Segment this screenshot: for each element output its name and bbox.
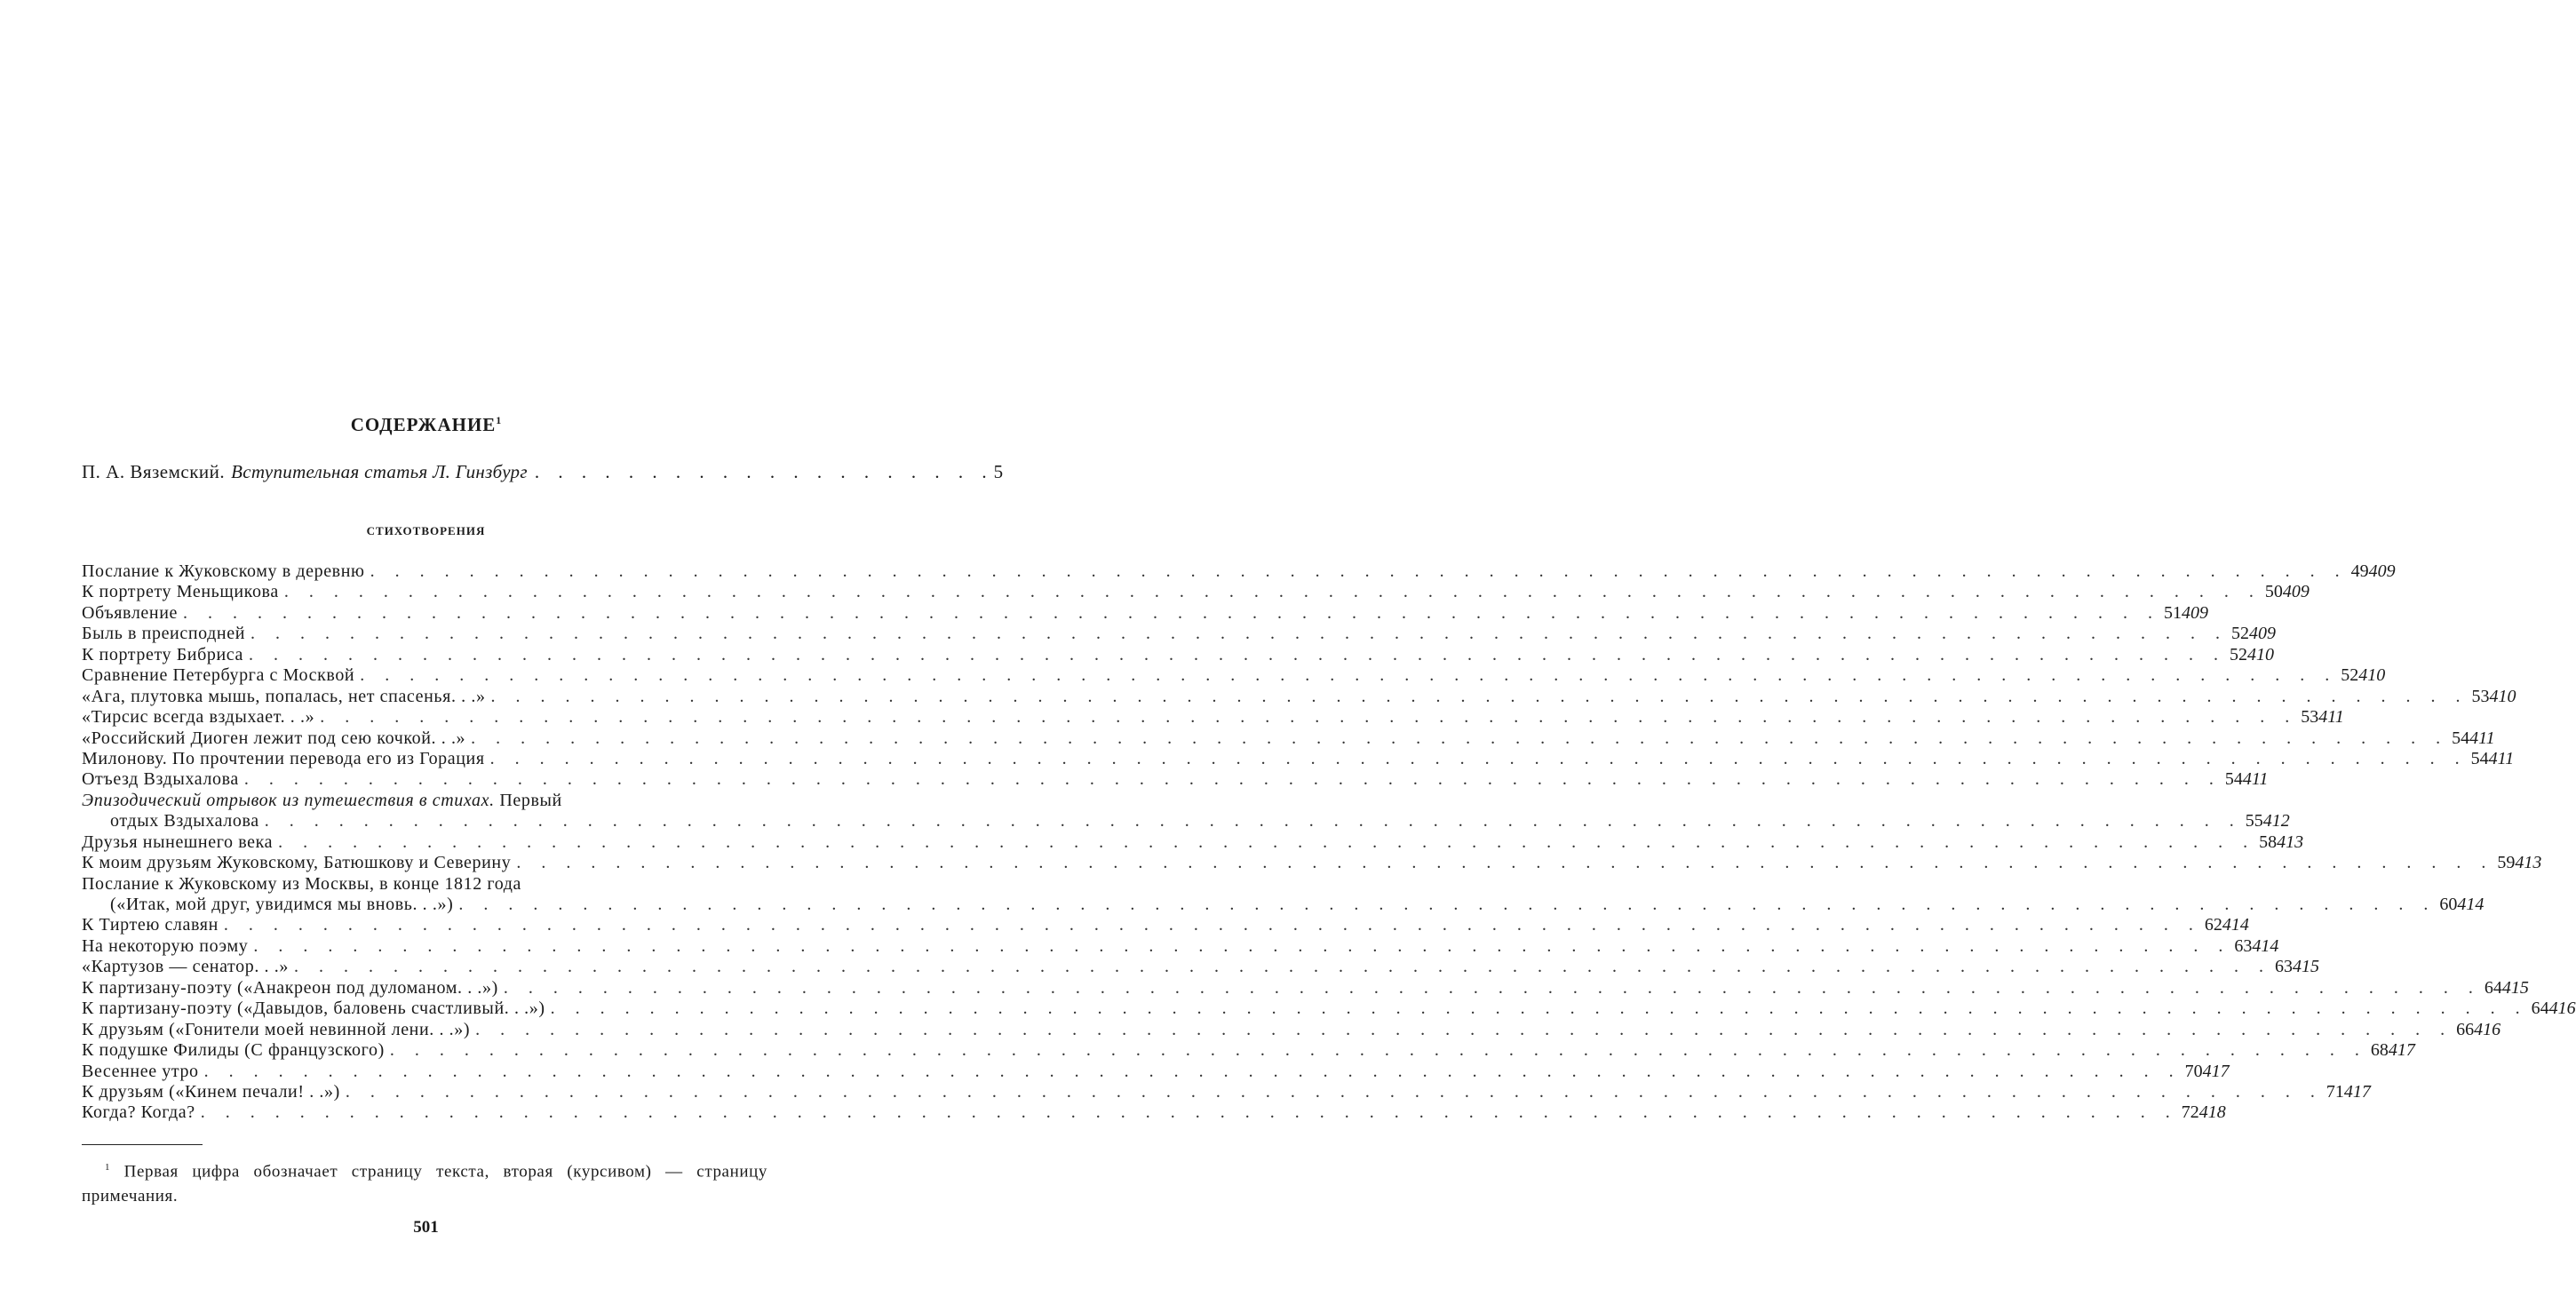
toc-entry-title: Послание к Жуковскому в деревню (82, 561, 365, 581)
toc-text-page: 50 (2264, 582, 2283, 602)
toc-note-page: 411 (2318, 707, 2344, 728)
dot-leader: . . . . . . . . . . . . . . . . . . . . . . . . . . . . . . . . . . . . . . . . . . . . . . . . . . . . . . . . . . . . . . . . . . . . . . . . . . . . . . . . (389, 1040, 2367, 1061)
toc-text-page: 72 (2181, 1102, 2199, 1123)
toc-note-page: 410 (2358, 665, 2386, 686)
toc-row (82, 602, 2208, 624)
toc-list (82, 561, 2576, 1124)
toc-entry-title: К партизану-поэту («Давыдов, баловень счастливый. . .») (82, 999, 545, 1019)
toc-text-page: 68 (2370, 1040, 2389, 1061)
toc-note-page: 417 (2202, 1061, 2230, 1081)
toc-row (82, 582, 2310, 602)
page-title: СОДЕРЖАНИЕ$^1$ (350, 414, 502, 435)
toc-note-page: 414 (2457, 895, 2485, 914)
dot-leader: . . . . . . . . . . . . . . . . . . . . . . . . . . . . . . . . . . . . . . . . . . . . . . . . . . . . . . . . . . . . . . . . . . . . . . . . . . . . . . . . (516, 853, 2494, 873)
toc-row (82, 728, 2495, 749)
toc-row (82, 977, 2529, 999)
footnote-marker: 1 (496, 414, 502, 426)
toc-note-page: 411 (2242, 769, 2269, 790)
toc-note-page: 410 (2489, 686, 2516, 706)
dot-leader: . . . . . . . . . . . . . . . . . . . . . . . . . . . . . . . . . . . . . . . . . . . . . . . . . . . . . . . . . . . . . . . . . . . . . . . . . . . . . . . . (223, 915, 2201, 935)
intro-page: 5 (993, 461, 1004, 482)
toc-entry-title: К Тиртею славян (82, 915, 219, 935)
toc-row (82, 1040, 2415, 1061)
toc-text-page: 64 (2484, 977, 2502, 998)
toc-entry-title: Быль в преисподней (82, 624, 246, 644)
dot-leader: . . . . . . . . . . . . . . . . . . . . . . . . . . . . . . . . . . . . . . . . . . . . . . . . . . . . . . . . . . . . . . . . . . . . . . . . . . . . . . . . (283, 582, 2262, 602)
toc-text-page: 63 (2234, 935, 2253, 956)
toc-row (82, 1061, 2230, 1082)
toc-entry-title: Сравнение Петербурга с Москвой (82, 665, 355, 686)
toc-note-page: 409 (2368, 561, 2396, 581)
toc-row (82, 811, 2290, 832)
dot-leader: . . . . . . . . . . . . . . . . . . . . . . . . . . . . . . . . . . . . . . . . . . . . . . . . . . . . . . . . . . . . . . . . . . . . . . . . . . . . . . . . (278, 832, 2256, 852)
toc-row (82, 686, 2516, 707)
toc-note-page: 409 (2249, 624, 2277, 644)
toc-note-page: 412 (2262, 811, 2290, 832)
toc-note-page: 418 (2198, 1102, 2226, 1123)
toc-row (82, 874, 767, 895)
toc-text-page: 64 (2531, 999, 2549, 1019)
toc-text-page: 54 (2452, 728, 2470, 748)
toc-note-page: 416 (2474, 1019, 2501, 1039)
toc-entry-title: Отъезд Вздыхалова (82, 769, 239, 790)
intro-title: Вступительная статья Л. Гинзбург (231, 461, 528, 482)
toc-text-page: 53 (2471, 686, 2490, 706)
toc-note-page: 416 (2548, 999, 2576, 1019)
toc-row (82, 915, 2249, 935)
section-title: СТИХОТВОРЕНИЯ (366, 524, 486, 537)
toc-row (82, 748, 2515, 769)
dot-leader: . . . . . . . . . . . . . . . . . . . . (534, 461, 994, 482)
toc-row (82, 895, 2485, 915)
toc-row (82, 644, 2274, 665)
toc-entry-title (82, 791, 562, 811)
intro-author: П. А. Вяземский. (82, 461, 226, 482)
toc-entry-title: «Картузов — сенатор. . .» (82, 957, 289, 977)
toc-entry-title: К моим друзьям Жуковскому, Батюшкову и Северину (82, 853, 512, 873)
footnote-text: Первая цифра обозначает страницу текста, вторая (курсивом) — страницу примечания. (82, 1162, 767, 1206)
dot-leader: . . . . . . . . . . . . . . . . . . . . . . . . . . . . . . . . . . . . . . . . . . . . . . . . . . . . . . . . . . . . . . . . . . . . . . . . . . . . . . . . (345, 1081, 2323, 1102)
toc-text-page: 52 (2231, 624, 2250, 644)
dot-leader: . . . . . . . . . . . . . . . . . . . . . . . . . . . . . . . . . . . . . . . . . . . . . . . . . . . . . . . . . . . . . . . . . . . . . . . . . . . . . . . . (182, 602, 2160, 623)
toc-note-page: 415 (2501, 977, 2529, 998)
dot-leader: . . . . . . . . . . . . . . . . . . . . . . . . . . . . . . . . . . . . . . . . . . . . . . . . . . . . . . . . . . . . . . . . . . . . . . . . . . . . . . . . (200, 1102, 2178, 1123)
toc-text-page: 66 (2456, 1019, 2475, 1039)
intro-entry (82, 461, 1004, 483)
toc-text-page: 63 (2274, 957, 2293, 977)
dot-leader: . . . . . . . . . . . . . . . . . . . . . . . . . . . . . . . . . . . . . . . . . . . . . . . . . . . . . . . . . . . . . . . . . . . . . . . . . . . . . . . . (370, 561, 2348, 581)
toc-text-page: 53 (2301, 707, 2319, 728)
toc-text-page: 54 (2470, 748, 2489, 768)
toc-row (82, 957, 2319, 977)
toc-text-page: 51 (2163, 602, 2182, 623)
toc-note-page: 410 (2246, 644, 2274, 664)
toc-entry-title: «Российский Диоген лежит под сею кочкой. . .» (82, 728, 466, 748)
toc-entry-title: К партизану-поэту («Анакреон под дуломаном. . .») (82, 977, 498, 998)
page-number: 501 (413, 1218, 439, 1237)
toc-text-page: 60 (2439, 895, 2458, 914)
toc-text-page: 62 (2204, 915, 2222, 935)
toc-row (82, 1019, 2501, 1040)
toc-note-page: 409 (2181, 602, 2208, 623)
toc-entry-title: К друзьям («Гонители моей невинной лени. . .») (82, 1019, 471, 1039)
dot-leader: . . . . . . . . . . . . . . . . . . . . . . . . . . . . . . . . . . . . . . . . . . . . . . . . . . . . . . . . . . . . . . . . . . . . . . . . . . . . . . . . (475, 1019, 2453, 1039)
toc-note-page: 411 (2488, 748, 2515, 768)
toc-entry-title: («Итак, мой друг, увидимся мы вновь. . .») (110, 895, 454, 914)
toc-text-page: 70 (2184, 1061, 2203, 1081)
toc-row (82, 707, 2344, 728)
toc-note-page: 415 (2292, 957, 2319, 977)
toc-entry-title: отдых Вздыхалова (110, 811, 259, 832)
toc-note-page: 417 (2343, 1081, 2371, 1102)
toc-entry-title: К портрету Меньщикова (82, 582, 279, 602)
dot-leader: . . . . . . . . . . . . . . . . . . . . . . . . . . . . . . . . . . . . . . . . . . . . . . . . . . . . . . . . . . . . . . . . . . . . . . . . . . . . . . . . (250, 624, 2229, 644)
toc-entry-title: Милонову. По прочтении перевода его из Горация (82, 748, 485, 768)
toc-note-page: 414 (2252, 935, 2279, 956)
toc-text-page: 55 (2245, 811, 2263, 832)
toc-entry-title: Объявление (82, 602, 178, 623)
toc-row (82, 1102, 2226, 1123)
toc-note-page: 413 (2515, 853, 2542, 873)
toc-entry-title: К портрету Бибриса (82, 644, 243, 664)
dot-leader: . . . . . . . . . . . . . . . . . . . . . . . . . . . . . . . . . . . . . . . . . . . . . . . . . . . . . . . . . . . . . . . . . . . . . . . . . . . . . . . . (503, 977, 2481, 998)
toc-text-page: 54 (2224, 769, 2243, 790)
toc-entry-title: К друзьям («Кинем печали! . .») (82, 1081, 340, 1102)
toc-entry-title-rest: Первый (499, 790, 562, 810)
dot-leader: . . . . . . . . . . . . . . . . . . . . . . . . . . . . . . . . . . . . . . . . . . . . . . . . . . . . . . . . . . . . . . . . . . . . . . . . . . . . . . . . (320, 707, 2298, 728)
toc-row (82, 999, 2576, 1019)
toc-note-page: 414 (2222, 915, 2249, 935)
toc-entry-title: Друзья нынешнего века (82, 832, 274, 852)
toc-text-page: 71 (2326, 1081, 2344, 1102)
dot-leader: . . . . . . . . . . . . . . . . . . . . . . . . . . . . . . . . . . . . . . . . . . . . . . . . . . . . . . . . . . . . . . . . . . . . . . . . . . . . . . . . (458, 895, 2437, 914)
footnote-divider (82, 1144, 203, 1145)
toc-note-page: 411 (2469, 728, 2495, 748)
toc-entry-title: Когда? Когда? (82, 1102, 195, 1123)
dot-leader: . . . . . . . . . . . . . . . . . . . . . . . . . . . . . . . . . . . . . . . . . . . . . . . . . . . . . . . . . . . . . . . . . . . . . . . . . . . . . . . . (253, 935, 2231, 956)
toc-note-page: 417 (2388, 1040, 2415, 1061)
toc-row (82, 561, 2396, 582)
toc-entry-title: «Ага, плутовка мышь, попалась, нет спасенья. . .» (82, 686, 486, 706)
toc-note-page: 409 (2282, 582, 2310, 602)
toc-entry-title: «Тирсис всегда вздыхает. . .» (82, 707, 315, 728)
toc-entry-title: К подушке Филиды (С французского) (82, 1040, 385, 1061)
dot-leader: . . . . . . . . . . . . . . . . . . . . . . . . . . . . . . . . . . . . . . . . . . . . . . . . . . . . . . . . . . . . . . . . . . . . . . . . . . . . . . . . (490, 686, 2469, 706)
toc-row (82, 665, 2386, 686)
toc-row (82, 853, 2542, 873)
toc-entry-title: Весеннее утро (82, 1061, 199, 1081)
toc-text-page: 49 (2350, 561, 2369, 581)
dot-leader: . . . . . . . . . . . . . . . . . . . . . . . . . . . . . . . . . . . . . . . . . . . . . . . . . . . . . . . . . . . . . . . . . . . . . . . . . . . . . . . . (203, 1061, 2182, 1081)
toc-note-page: 413 (2277, 832, 2304, 852)
dot-leader: . . . . . . . . . . . . . . . . . . . . . . . . . . . . . . . . . . . . . . . . . . . . . . . . . . . . . . . . . . . . . . . . . . . . . . . . . . . . . . . . (293, 957, 2271, 977)
toc-entry-italic-title: Эпизодический отрывок из путешествия в стихах. (82, 790, 495, 810)
dot-leader: . . . . . . . . . . . . . . . . . . . . . . . . . . . . . . . . . . . . . . . . . . . . . . . . . . . . . . . . . . . . . . . . . . . . . . . . . . . . . . . . (360, 665, 2338, 686)
toc-text-page: 59 (2497, 853, 2516, 873)
toc-row (82, 1081, 2371, 1102)
dot-leader: . . . . . . . . . . . . . . . . . . . . . . . . . . . . . . . . . . . . . . . . . . . . . . . . . . . . . . . . . . . . . . . . . . . . . . . . . . . . . . . . (264, 811, 2242, 832)
dot-leader: . . . . . . . . . . . . . . . . . . . . . . . . . . . . . . . . . . . . . . . . . . . . . . . . . . . . . . . . . . . . . . . . . . . . . . . . . . . . . . . . (248, 644, 2226, 664)
toc-row (82, 769, 2269, 790)
toc-text-page: 58 (2259, 832, 2278, 852)
dot-leader: . . . . . . . . . . . . . . . . . . . . . . . . . . . . . . . . . . . . . . . . . . . . . . . . . . . . . . . . . . . . . . . . . . . . . . . . . . . . . . . . (243, 769, 2222, 790)
dot-leader: . . . . . . . . . . . . . . . . . . . . . . . . . . . . . . . . . . . . . . . . . . . . . . . . . . . . . . . . . . . . . . . . . . . . . . . . . . . . . . . . (471, 728, 2449, 748)
toc-row (82, 791, 767, 811)
toc-entry-title: Послание к Жуковскому из Москвы, в конце 1812 года (82, 873, 521, 894)
footnote (82, 1155, 767, 1209)
footnote-mark: 1 (105, 1162, 111, 1173)
toc-row (82, 935, 2279, 957)
toc-row (82, 832, 2304, 853)
dot-leader: . . . . . . . . . . . . . . . . . . . . . . . . . . . . . . . . . . . . . . . . . . . . . . . . . . . . . . . . . . . . . . . . . . . . . . . . . . . . . . . . (550, 999, 2528, 1019)
dot-leader: . . . . . . . . . . . . . . . . . . . . . . . . . . . . . . . . . . . . . . . . . . . . . . . . . . . . . . . . . . . . . . . . . . . . . . . . . . . . . . . . (489, 748, 2468, 768)
toc-row (82, 624, 2277, 644)
toc-text-page: 52 (2229, 644, 2247, 664)
toc-text-page: 52 (2341, 665, 2359, 686)
toc-entry-title: На некоторую поэму (82, 935, 249, 956)
